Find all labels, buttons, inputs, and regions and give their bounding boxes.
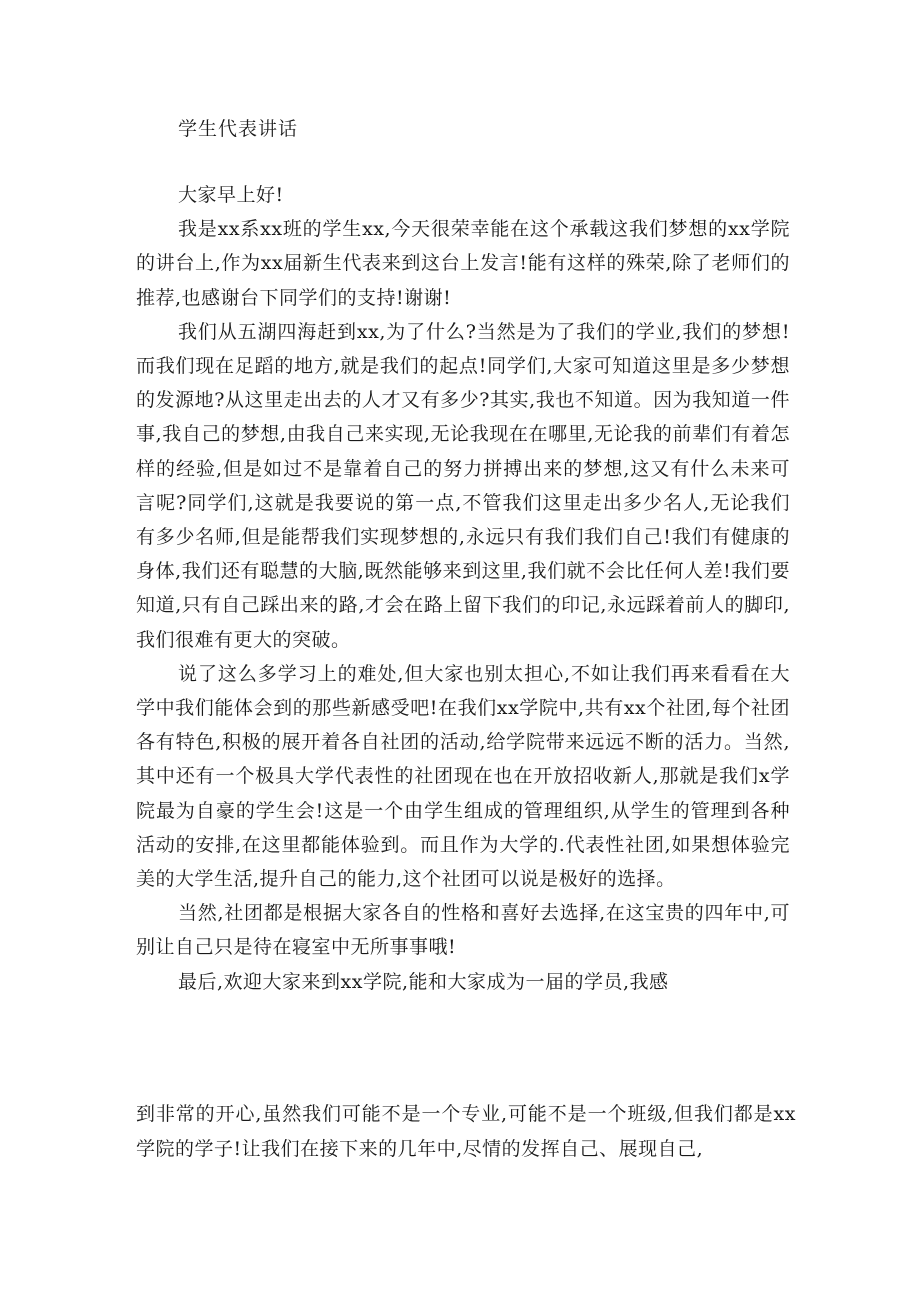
paragraph-continuation: 到非常的开心,虽然我们可能不是一个专业,可能不是一个班级,但我们都是xx学院的学子!让我们在接下来的几年中,尽情的发挥自己、展现自己, [136,1103,796,1160]
paragraph-introduction: 我是xx系xx班的学生xx,今天很荣幸能在这个承载这我们梦想的xx学院的讲台上,作为xx届新生代表来到这台上发言!能有这样的殊荣,除了老师们的推荐,也感谢台下同学们的支持!谢谢! [136,218,790,309]
continuation-block [136,1097,796,1166]
paragraph-greeting: 大家早上好! [178,184,284,206]
document-title: 学生代表讲话 [178,118,299,140]
paragraph-clubs: 说了这么多学习上的难处,但大家也别太担心,不如让我们再来看看在大学中我们能体会到的那些新感受吧!在我们xx学院中,共有xx个社团,每个社团各有特色,积极的展开着各自社团的活动,给学院带来远远不断的活力。当然,其中还有一个极具大学代表性的社团现在也在开放招收新人,那就是我们x学院最为自豪的学生会!这是一个由学生组成的管理组织,从学生的管理到各种活动的安排,在这里都能体验到。而且作为大学的.代表性社团,如果想体验完美的大学生活,提升自己的能力,这个社团可以说是极好的选择。 [136,662,790,891]
speech-body [136,178,790,999]
paragraph-advice: 当然,社团都是根据大家各自的性格和喜好去选择,在这宝贵的四年中,可别让自己只是待在寝室中无所事事哦! [136,902,790,959]
paragraph-dreams: 我们从五湖四海赶到xx,为了什么?当然是为了我们的学业,我们的梦想!而我们现在足蹈的地方,就是我们的起点!同学们,大家可知道这里是多少梦想的发源地?从这里走出去的人才又有多少?其实,我也不知道。因为我知道一件事,我自己的梦想,由我自己来实现,无论我现在在哪里,无论我的前辈们有着怎样的经验,但是如过不是靠着自己的努力拼搏出来的梦想,这又有什么未来可言呢?同学们,这就是我要说的第一点,不管我们这里走出多少名人,无论我们有多少名师,但是能帮我们实现梦想的,永远只有我们我们自己!我们有健康的身体,我们还有聪慧的大脑,既然能够来到这里,我们就不会比任何人差!我们要知道,只有自己踩出来的路,才会在路上留下我们的印记,永远踩着前人的脚印,我们很难有更大的突破。 [136,320,790,651]
paragraph-closing: 最后,欢迎大家来到xx学院,能和大家成为一届的学员,我感 [178,970,669,993]
